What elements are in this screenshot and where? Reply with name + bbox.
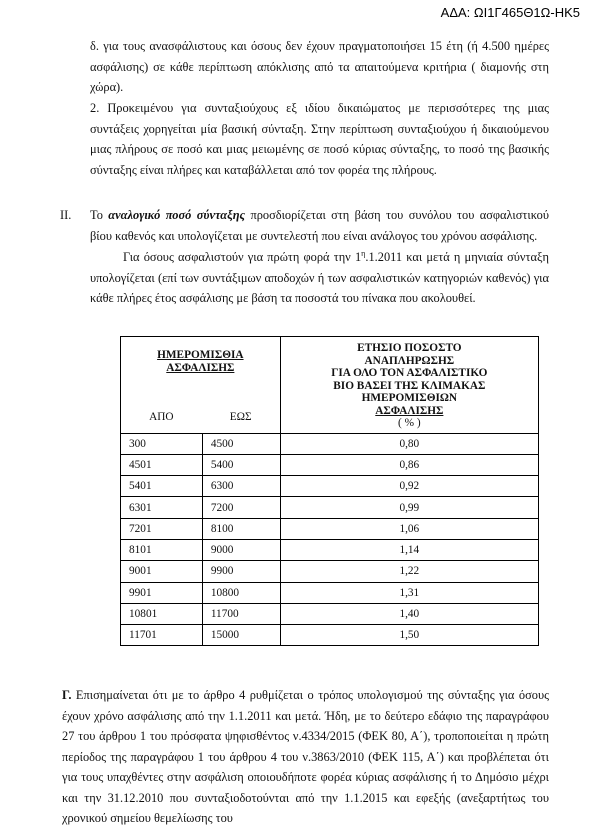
cell-to: 9000 bbox=[202, 539, 280, 560]
cell-rate: 0,86 bbox=[280, 454, 538, 475]
section-label-gamma: Γ. bbox=[62, 688, 72, 702]
section-number-II: ΙΙ. bbox=[60, 208, 72, 222]
header-annual-rate: ΕΤΗΣΙΟ ΠΟΣΟΣΤΟ ΑΝΑΠΛΗΡΩΣΗΣ ΓΙΑ ΟΛΟ ΤΟΝ ΑΣΦΑΛΙΣΤΙΚΟ ΒΙΟ ΒΑΣΕΙ ΤΗΣ ΚΛΙΜΑΚΑΣ ΗΜΕΡΟΜΙΣΘΙΩΝ ΑΣΦΑΛΙΣΗΣ ( % ) bbox=[280, 337, 538, 434]
header-insurance-days: ΗΜΕΡΟΜΙΣΘΙΑ ΑΣΦΑΛΙΣΗΣ ΑΠΟ ΕΩΣ bbox=[121, 337, 281, 434]
cell-to: 15000 bbox=[202, 625, 280, 646]
cell-from: 5401 bbox=[121, 476, 203, 497]
column-to: ΕΩΣ bbox=[229, 410, 252, 423]
table-row bbox=[121, 603, 539, 624]
cell-rate: 0,92 bbox=[280, 476, 538, 497]
paragraph-II: Το αναλογικό ποσό σύνταξης προσδιορίζεται στη βάση του συνόλου του ασφαλιστικού βίου καθενός και υπολογίζεται με συντελεστή που είναι ανάλογος του χρόνου ασφάλισης. bbox=[90, 208, 549, 243]
cell-from: 9901 bbox=[121, 582, 203, 603]
cell-rate: 0,99 bbox=[280, 497, 538, 518]
table-header-row bbox=[121, 337, 539, 434]
cell-from: 11701 bbox=[121, 625, 203, 646]
cell-rate: 1,06 bbox=[280, 518, 538, 539]
cell-from: 10801 bbox=[121, 603, 203, 624]
table-body bbox=[121, 433, 539, 646]
replacement-rate-table bbox=[120, 336, 539, 646]
cell-rate: 1,50 bbox=[280, 625, 538, 646]
cell-rate: 1,31 bbox=[280, 582, 538, 603]
cell-rate: 1,22 bbox=[280, 561, 538, 582]
table-row bbox=[121, 476, 539, 497]
cell-to: 7200 bbox=[202, 497, 280, 518]
column-from: ΑΠΟ bbox=[149, 410, 174, 423]
cell-to: 9900 bbox=[202, 561, 280, 582]
cell-from: 4501 bbox=[121, 454, 203, 475]
cell-to: 5400 bbox=[202, 454, 280, 475]
cell-from: 7201 bbox=[121, 518, 203, 539]
table-row bbox=[121, 539, 539, 560]
paragraph-first-insured: Για όσους ασφαλιστούν για πρώτη φορά την $1^\eta.1.2011$ και μετά η μηνιαία σύνταξη υπολογίζεται (επί των συντάξιμων αποδοχών ή των ασφαλιστικών κατηγοριών καθενός) για κάθε πλήρες έτος ασφάλισης με βάση τα ποσοστά του πίνακα που ακολουθεί. bbox=[90, 248, 549, 305]
cell-rate: 0,80 bbox=[280, 433, 538, 454]
ada-code: ΑΔΑ: ΩΙ1Γ465Θ1Ω-ΗΚ5 bbox=[440, 5, 580, 20]
table-row bbox=[121, 497, 539, 518]
cell-rate: 1,40 bbox=[280, 603, 538, 624]
paragraph-2: 2. Προκειμένου για συνταξιούχους εξ ιδίου δικαιώματος με περισσότερες της μιας συντάξεις χορηγείται μία βασική σύνταξη. Στην περίπτωση συνταξιούχου ή δικαιούμενου μιας πλήρους σε ποσό και μιας μειωμένης σε ποσό κύριας σύνταξης, το ποσό της βασικής σύνταξης είναι πλήρες και καταβάλλεται από τον φορέα της πλήρους. bbox=[90, 101, 549, 177]
table-row bbox=[121, 582, 539, 603]
cell-from: 6301 bbox=[121, 497, 203, 518]
cell-to: 6300 bbox=[202, 476, 280, 497]
cell-from: 9001 bbox=[121, 561, 203, 582]
paragraph-gamma: Γ. Επισημαίνεται ότι με το άρθρο 4 ρυθμίζεται ο τρόπος υπολογισμού της σύνταξης για όσους έχουν χρόνο ασφάλισης από την 1.1.2011 και μετά. Ήδη, με το δεύτερο εδάφιο της παραγράφου 27 του άρθρου 1 του πρόσφατα ψηφισθέντος ν.4334/2015 (ΦΕΚ 80, Α΄), τροποποιείται η πρώτη περίοδος της παραγράφου 1 του άρθρου 4 του ν.3863/2010 (ΦΕΚ 115, Α΄) και προβλέπεται ότι για τους υπαχθέντες στην ασφάλιση οποιουδήποτε φορέα κύριας ασφάλισης ή το Δημόσιο μέχρι και την 31.12.2010 που συνταξιοδοτούνται από την 1.1.2015 και εφεξής (ανεξαρτήτως του χρονικού σημείου θεμελίωσης του bbox=[62, 688, 549, 825]
cell-from: 300 bbox=[121, 433, 203, 454]
table-row bbox=[121, 518, 539, 539]
cell-to: 8100 bbox=[202, 518, 280, 539]
cell-to: 11700 bbox=[202, 603, 280, 624]
cell-from: 8101 bbox=[121, 539, 203, 560]
table-row bbox=[121, 561, 539, 582]
cell-to: 10800 bbox=[202, 582, 280, 603]
cell-to: 4500 bbox=[202, 433, 280, 454]
table-row bbox=[121, 625, 539, 646]
table-row bbox=[121, 454, 539, 475]
cell-rate: 1,14 bbox=[280, 539, 538, 560]
table-row bbox=[121, 433, 539, 454]
emphasis-proportional-amount: αναλογικό ποσό σύνταξης bbox=[108, 208, 246, 222]
paragraph-delta: δ. για τους ανασφάλιστους και όσους δεν έχουν πραγματοποιήσει 15 έτη (ή 4.500 ημέρες ασφάλισης) σε κάθε περίπτωση απόκλισης από τα απαιτούμενα κριτήρια ( διαμονής στη χώρα). bbox=[90, 39, 549, 94]
